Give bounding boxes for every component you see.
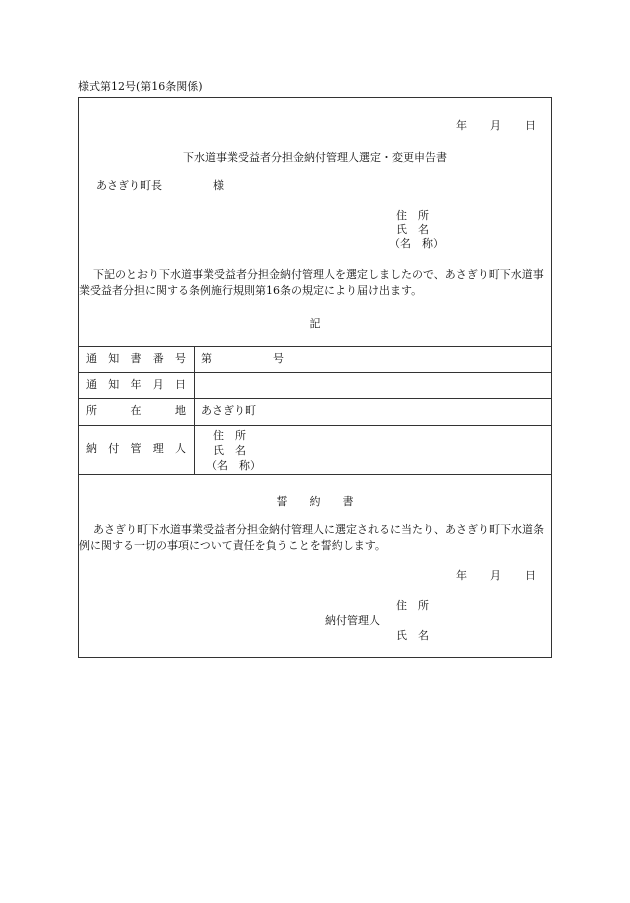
table-top-border [79,346,551,347]
applicant-name-label: 氏 名 [396,223,429,236]
table-row-divider [79,398,551,399]
table-row-label: 所 在 地 [86,404,186,417]
date-month: 月 [490,119,501,132]
body-text: 下記のとおり下水道事業受益者分担金納付管理人を選定しましたので、あさぎり町下水道事業受益者分担に関する条例施行規則第16条の規定により届け出ます。 [79,268,544,297]
date-day: 日 [525,119,536,132]
applicant-address-label: 住 所 [396,209,429,222]
pledge-address-label: 住 所 [396,599,429,612]
manager-address-label: 住 所 [213,429,246,442]
table-row-divider [79,372,551,373]
table-bottom-border [79,474,551,475]
pledge-role-label: 納付管理人 [325,614,380,627]
applicant-corp-name-label: （名 称） [389,237,444,250]
addressee-name: あさぎり町長 [96,179,162,192]
table-row-label: 納 付 管 理 人 [86,442,186,455]
document-title: 下水道事業受益者分担金納付管理人選定・変更申告書 [183,151,447,164]
pledge-title: 誓 約 書 [276,495,354,508]
form-frame [78,97,552,658]
location-value: あさぎり町 [201,404,256,417]
addressee-honorific: 様 [213,179,224,192]
table-row-label: 通 知 年 月 日 [86,378,186,391]
ki-label: 記 [309,317,321,330]
form-number: 様式第12号(第16条関係) [78,80,203,93]
manager-name-label: 氏 名 [213,444,246,457]
pledge-text: あさぎり町下水道事業受益者分担金納付管理人に選定されるに当たり、あさぎり町下水道条例に関する一切の事項について責任を負うことを誓約します。 [79,523,544,552]
notice-number-prefix: 第 [201,352,212,365]
pledge-date-year: 年 [456,569,467,582]
pledge-name-label: 氏 名 [396,629,429,642]
notice-number-suffix: 号 [273,352,284,365]
table-row-divider [79,425,551,426]
pledge-date-month: 月 [490,569,501,582]
date-year: 年 [456,119,467,132]
pledge-date-day: 日 [525,569,536,582]
table-row-label: 通 知 書 番 号 [86,352,186,365]
manager-corp-name-label: （名 称） [206,459,261,472]
table-column-divider [194,346,195,474]
